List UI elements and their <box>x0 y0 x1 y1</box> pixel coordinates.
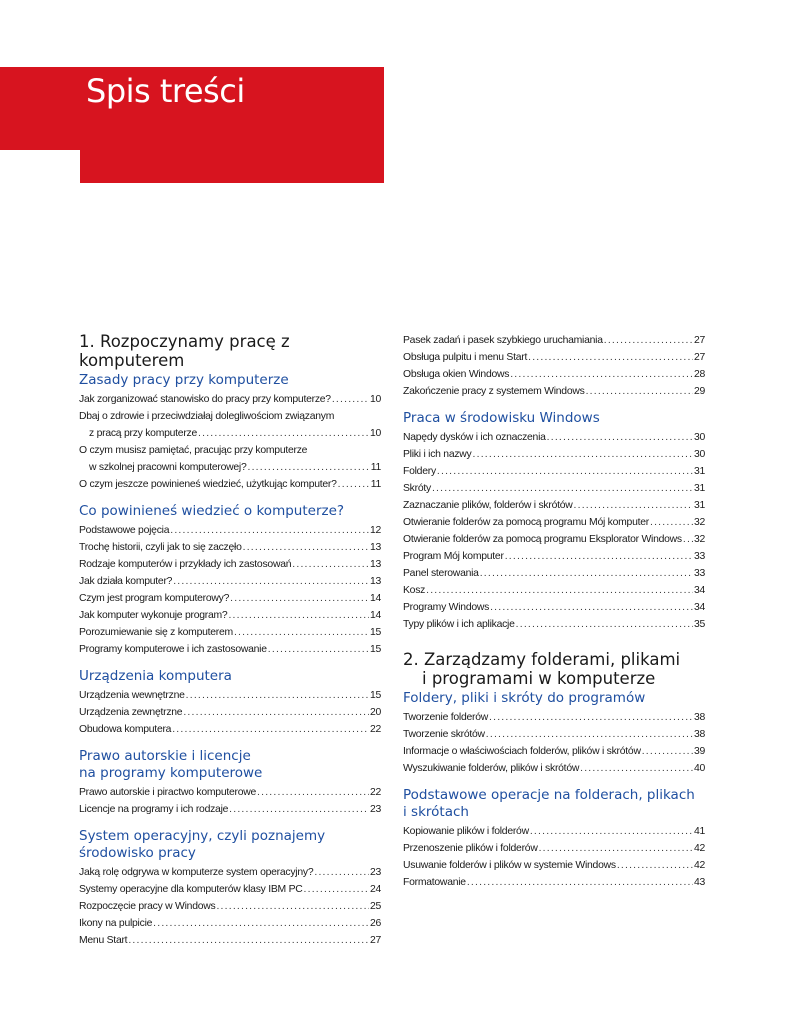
toc-entry-title: Obsługa pulpitu i menu Start <box>403 352 528 363</box>
dot-leader <box>426 582 693 599</box>
dot-leader <box>604 332 693 349</box>
toc-entry-title: O czym jeszcze powinieneś wiedzieć, użytkując komputer? <box>79 479 337 490</box>
heading-line: Co powinieneś wiedzieć o komputerze? <box>79 503 345 519</box>
dot-leader <box>490 599 693 616</box>
toc-page-number: 27 <box>693 335 705 346</box>
toc-entry-title: Podstawowe pojęcia <box>79 525 170 536</box>
toc-entry[interactable] <box>79 801 381 818</box>
toc-page-number: 31 <box>693 483 705 494</box>
toc-page-number: 23 <box>369 804 381 815</box>
toc-entry-title: Licencje na programy i ich rodzaje <box>79 804 229 815</box>
dot-leader <box>467 874 693 891</box>
toc-entry-title: Otwieranie folderów za pomocą programu Eksplorator Windows <box>403 534 682 545</box>
dot-leader <box>128 932 369 949</box>
toc-entry[interactable] <box>403 599 705 616</box>
toc-page-number: 12 <box>369 525 381 536</box>
toc-entry[interactable] <box>79 641 381 658</box>
dot-leader <box>505 548 693 565</box>
toc-entry-title: Pliki i ich nazwy <box>403 449 472 460</box>
toc-page-number: 14 <box>369 610 381 621</box>
section-heading <box>79 503 381 520</box>
toc-page-number: 11 <box>370 462 381 473</box>
toc-entry[interactable] <box>79 864 381 881</box>
dot-leader <box>586 383 693 400</box>
toc-entry-title: w szkolnej pracowni komputerowej? <box>89 462 247 473</box>
toc-entry-title: Tworzenie folderów <box>403 712 489 723</box>
toc-entry-line: O czym musisz pamiętać, pracując przy komputerze <box>79 445 308 456</box>
toc-page-number: 11 <box>370 479 381 490</box>
toc-entry[interactable] <box>79 898 381 915</box>
toc-page-number: 35 <box>693 619 705 630</box>
dot-leader <box>234 624 369 641</box>
dot-leader <box>186 687 369 704</box>
toc-page-number: 39 <box>693 746 705 757</box>
toc-entry[interactable] <box>79 573 381 590</box>
dot-leader <box>516 616 693 633</box>
toc-entry-title: Przenoszenie plików i folderów <box>403 843 538 854</box>
toc-page-number: 42 <box>693 843 705 854</box>
section-heading <box>403 690 705 707</box>
toc-entry[interactable] <box>79 687 381 704</box>
toc-page-number: 13 <box>369 576 381 587</box>
toc-entry[interactable] <box>403 582 705 599</box>
dot-leader <box>216 898 368 915</box>
section-spacer <box>79 738 381 748</box>
toc-entry[interactable] <box>403 548 705 565</box>
toc-entry-title: Panel sterowania <box>403 568 479 579</box>
dot-leader <box>229 801 369 818</box>
toc-entry[interactable] <box>403 497 705 514</box>
toc-entry[interactable] <box>79 590 381 607</box>
toc-entry-title: Programy komputerowe i ich zastosowanie <box>79 644 267 655</box>
toc-page-number: 28 <box>693 369 705 380</box>
toc-entry-title: Program Mój komputer <box>403 551 504 562</box>
heading-line: Prawo autorskie i licencje <box>79 748 251 764</box>
toc-page-number: 42 <box>693 860 705 871</box>
section-heading <box>79 828 381 862</box>
dot-leader <box>198 425 369 442</box>
dot-leader <box>580 760 693 777</box>
dot-leader <box>304 881 369 898</box>
toc-page-number: 33 <box>693 551 705 562</box>
toc-entry-title: Typy plików i ich aplikacje <box>403 619 515 630</box>
banner-notch <box>0 150 80 184</box>
toc-entry-title: Ikony na pulpicie <box>79 918 153 929</box>
toc-page-number: 10 <box>369 428 381 439</box>
toc-page-number: 41 <box>693 826 705 837</box>
toc-entry[interactable] <box>79 932 381 949</box>
toc-entry[interactable] <box>403 383 705 400</box>
toc-page-number: 30 <box>693 432 705 443</box>
toc-entry[interactable] <box>403 349 705 366</box>
toc-entry[interactable] <box>403 429 705 446</box>
dot-leader <box>230 590 369 607</box>
toc-entry[interactable] <box>403 857 705 874</box>
dot-leader <box>314 864 369 881</box>
toc-entry-title: Kosz <box>403 585 426 596</box>
heading-line: Foldery, pliki i skróty do programów <box>403 690 646 706</box>
toc-page-number: 32 <box>693 517 705 528</box>
toc-entry[interactable] <box>403 726 705 743</box>
toc-page-number: 22 <box>369 787 381 798</box>
toc-page-number: 13 <box>369 542 381 553</box>
toc-page-number: 33 <box>693 568 705 579</box>
toc-page-number: 31 <box>693 500 705 511</box>
toc-entry-title: Menu Start <box>79 935 128 946</box>
toc-column-left <box>79 332 381 949</box>
toc-entry-title: Urządzenia wewnętrzne <box>79 690 185 701</box>
dot-leader <box>228 607 369 624</box>
heading-line: System operacyjny, czyli poznajemy <box>79 828 326 844</box>
toc-page-number: 14 <box>369 593 381 604</box>
toc-entry[interactable] <box>79 721 381 738</box>
toc-entry[interactable] <box>79 459 381 476</box>
toc-page-number: 38 <box>693 729 705 740</box>
toc-column-right <box>403 332 705 891</box>
toc-entry-title: Obsługa okien Windows <box>403 369 510 380</box>
heading-line: 2. Zarządzamy folderami, plikami <box>403 650 681 669</box>
toc-entry-title: Jak działa komputer? <box>79 576 173 587</box>
toc-entry[interactable] <box>79 391 381 408</box>
toc-page-number: 22 <box>369 724 381 735</box>
toc-page-number: 15 <box>369 690 381 701</box>
heading-line: i skrótach <box>403 804 469 820</box>
section-heading <box>79 668 381 685</box>
chapter-heading <box>79 332 381 370</box>
toc-entry-title: Otwieranie folderów za pomocą programu Mój komputer <box>403 517 649 528</box>
dot-leader <box>170 522 369 539</box>
dot-leader <box>432 480 693 497</box>
toc-entry[interactable] <box>79 607 381 624</box>
toc-entry-title: Trochę historii, czyli jak to się zaczęło <box>79 542 242 553</box>
toc-page-number: 34 <box>693 585 705 596</box>
dot-leader <box>268 641 369 658</box>
toc-page-number: 25 <box>369 901 381 912</box>
dot-leader <box>510 366 693 383</box>
toc-entry-title: Zakończenie pracy z systemem Windows <box>403 386 585 397</box>
toc-entry[interactable] <box>403 446 705 463</box>
section-spacer <box>79 658 381 668</box>
toc-page-number: 15 <box>369 627 381 638</box>
dot-leader <box>683 531 693 548</box>
toc-entry-title: Kopiowanie plików i folderów <box>403 826 529 837</box>
section-heading <box>79 372 381 389</box>
section-spacer <box>403 400 705 410</box>
toc-page-number: 30 <box>693 449 705 460</box>
toc-page-number: 13 <box>369 559 381 570</box>
toc-entry[interactable] <box>403 514 705 531</box>
toc-page-number: 20 <box>369 707 381 718</box>
toc-entry[interactable] <box>403 823 705 840</box>
toc-entry[interactable] <box>403 709 705 726</box>
toc-entry[interactable] <box>403 565 705 582</box>
section-heading <box>79 748 381 782</box>
toc-page-number: 23 <box>369 867 381 878</box>
toc-entry-title: Napędy dysków i ich oznaczenia <box>403 432 546 443</box>
toc-entry[interactable] <box>79 915 381 932</box>
dot-leader <box>473 446 693 463</box>
dot-leader <box>528 349 693 366</box>
dot-leader <box>530 823 693 840</box>
dot-leader <box>486 726 693 743</box>
toc-entry[interactable] <box>79 556 381 573</box>
toc-entry-title: Urządzenia zewnętrzne <box>79 707 183 718</box>
toc-page-number: 31 <box>693 466 705 477</box>
toc-entry[interactable] <box>79 624 381 641</box>
toc-entry-title: Skróty <box>403 483 431 494</box>
toc-entry-title: Usuwanie folderów i plików w systemie Windows <box>403 860 616 871</box>
toc-page-number: 26 <box>369 918 381 929</box>
toc-entry-title: z pracą przy komputerze <box>89 428 198 439</box>
toc-page-number: 38 <box>693 712 705 723</box>
toc-entry-title: Jak komputer wykonuje program? <box>79 610 228 621</box>
toc-entry-title: Prawo autorskie i piractwo komputerowe <box>79 787 257 798</box>
toc-entry[interactable] <box>403 874 705 891</box>
heading-line: Praca w środowisku Windows <box>403 410 600 426</box>
toc-entry[interactable] <box>79 539 381 556</box>
toc-entry[interactable] <box>403 531 705 548</box>
dot-leader <box>617 857 693 874</box>
toc-entry-title: Formatowanie <box>403 877 466 888</box>
toc-entry[interactable] <box>79 704 381 721</box>
heading-line: i programami w komputerze <box>422 669 656 688</box>
heading-line: 1. Rozpoczynamy pracę z komputerem <box>79 332 290 370</box>
dot-leader <box>248 459 370 476</box>
toc-page-number: 27 <box>693 352 705 363</box>
toc-entry[interactable] <box>403 332 705 349</box>
toc-entry[interactable] <box>79 784 381 801</box>
dot-leader <box>574 497 693 514</box>
toc-entry-title: Obudowa komputera <box>79 724 172 735</box>
toc-entry-title: Programy Windows <box>403 602 490 613</box>
chapter-spacer <box>403 633 705 650</box>
dot-leader <box>153 915 369 932</box>
section-spacer <box>403 777 705 787</box>
dot-leader <box>437 463 693 480</box>
toc-page-number: 34 <box>693 602 705 613</box>
toc-page-number: 43 <box>693 877 705 888</box>
heading-line: Urządzenia komputera <box>79 668 232 684</box>
dot-leader <box>539 840 693 857</box>
dot-leader <box>332 391 369 408</box>
toc-entry-title: Czym jest program komputerowy? <box>79 593 230 604</box>
toc-entry-title: Rodzaje komputerów i przykłady ich zastosowań <box>79 559 292 570</box>
toc-entry-title: Jak zorganizować stanowisko do pracy przy komputerze? <box>79 394 331 405</box>
toc-entry[interactable] <box>403 840 705 857</box>
heading-line: Podstawowe operacje na folderach, plikach <box>403 787 695 803</box>
toc-page-number: 10 <box>369 394 381 405</box>
toc-entry-title: Informacje o właściwościach folderów, plików i skrótów <box>403 746 641 757</box>
toc-entry[interactable] <box>403 743 705 760</box>
toc-page-number: 40 <box>693 763 705 774</box>
toc-entry[interactable] <box>79 881 381 898</box>
dot-leader <box>172 721 369 738</box>
dot-leader <box>338 476 370 493</box>
toc-entry[interactable] <box>79 425 381 442</box>
chapter-heading <box>403 650 705 688</box>
toc-entry-title: Jaką rolę odgrywa w komputerze system operacyjny? <box>79 867 314 878</box>
toc-entry-title: Tworzenie skrótów <box>403 729 485 740</box>
toc-page-number: 27 <box>369 935 381 946</box>
heading-line: Zasady pracy przy komputerze <box>79 372 289 388</box>
toc-entry-line: Dbaj o zdrowie i przeciwdziałaj dolegliwościom związanym <box>79 411 335 422</box>
dot-leader <box>547 429 693 446</box>
page-title: Spis treści <box>86 72 245 110</box>
toc-entry[interactable] <box>79 476 381 493</box>
dot-leader <box>257 784 369 801</box>
toc-entry[interactable] <box>403 760 705 777</box>
dot-leader <box>650 514 693 531</box>
toc-page-number: 24 <box>369 884 381 895</box>
dot-leader <box>292 556 369 573</box>
toc-entry[interactable] <box>79 522 381 539</box>
toc-entry[interactable] <box>403 616 705 633</box>
toc-entry-title: Foldery <box>403 466 436 477</box>
dot-leader <box>243 539 369 556</box>
section-spacer <box>79 493 381 503</box>
toc-entry-title: Wyszukiwanie folderów, plików i skrótów <box>403 763 580 774</box>
toc-page-number: 29 <box>693 386 705 397</box>
section-heading <box>403 410 705 427</box>
dot-leader <box>489 709 693 726</box>
heading-line: na programy komputerowe <box>79 765 263 781</box>
dot-leader <box>642 743 693 760</box>
toc-page-number: 32 <box>693 534 705 545</box>
toc-entry-title: Zaznaczanie plików, folderów i skrótów <box>403 500 573 511</box>
dot-leader <box>183 704 369 721</box>
toc-entry-title: Porozumiewanie się z komputerem <box>79 627 233 638</box>
section-spacer <box>79 818 381 828</box>
toc-entry-title: Pasek zadań i pasek szybkiego uruchamiania <box>403 335 603 346</box>
dot-leader <box>173 573 369 590</box>
section-heading <box>403 787 705 821</box>
toc-entry-title: Rozpoczęcie pracy w Windows <box>79 901 216 912</box>
heading-line: środowisko pracy <box>79 845 196 861</box>
toc-entry-title: Systemy operacyjne dla komputerów klasy IBM PC <box>79 884 303 895</box>
dot-leader <box>480 565 693 582</box>
toc-entry[interactable] <box>403 463 705 480</box>
toc-entry[interactable] <box>403 480 705 497</box>
toc-entry[interactable] <box>403 366 705 383</box>
toc-page-number: 15 <box>369 644 381 655</box>
